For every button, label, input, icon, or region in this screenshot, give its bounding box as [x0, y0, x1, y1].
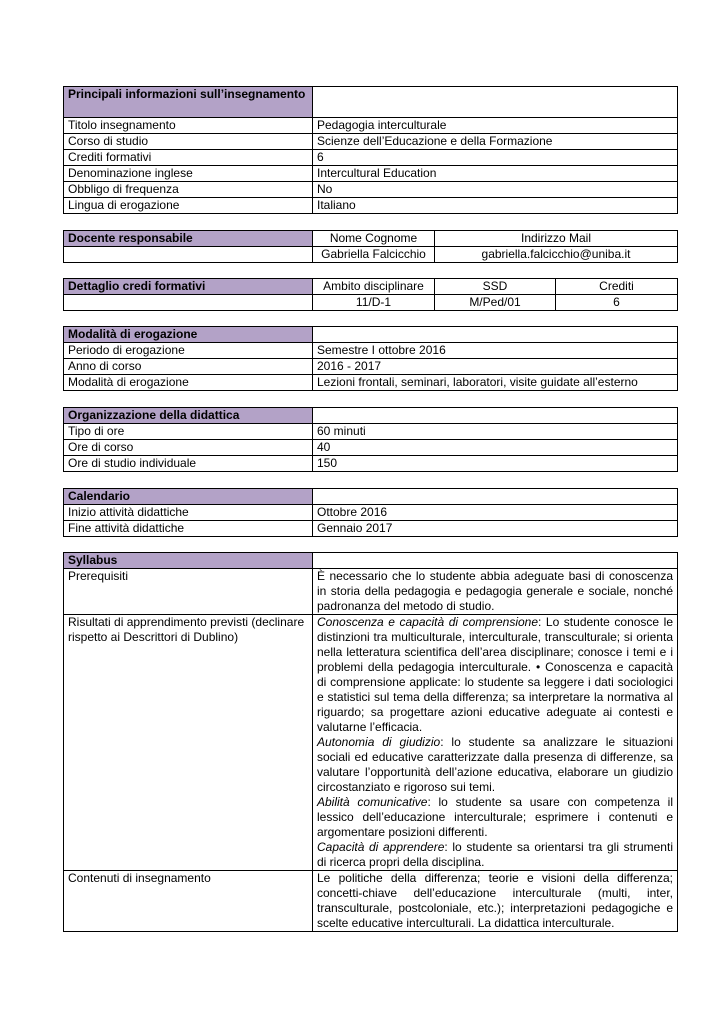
row-label: Fine attività didattiche	[64, 521, 313, 537]
row-label: Titolo insegnamento	[64, 118, 313, 134]
table-row	[64, 150, 678, 166]
judgement-title: Autonomia di giudizio	[317, 735, 441, 749]
table-row	[64, 118, 678, 134]
teacher-name: Gabriella Falcicchio	[313, 247, 435, 263]
table-row	[64, 182, 678, 198]
row-value: Italiano	[313, 198, 678, 214]
row-value: 60 minuti	[313, 424, 678, 440]
table-row	[64, 375, 678, 391]
learning-skills-title: Capacità di apprendere	[317, 840, 445, 854]
ssd-value: M/Ped/01	[435, 295, 556, 311]
table-row	[64, 166, 678, 182]
table-row	[64, 521, 678, 537]
teacher-table	[63, 230, 678, 263]
communication-text: : lo studente sa usare con competenza il lessico dell’educazione interculturale; esprimere i contenuti e argomentare posizioni differenti.	[317, 795, 673, 839]
learning-skills-text: : lo studente sa orientarsi tra gli strumenti di ricerca propri della disciplina.	[317, 840, 673, 869]
row-label: Inizio attività didattiche	[64, 505, 313, 521]
table-row	[64, 569, 678, 615]
row-label: Ore di studio individuale	[64, 456, 313, 472]
contents-label: Contenuti di insegnamento	[64, 871, 313, 932]
general-info-table	[63, 86, 678, 214]
table-row	[64, 615, 678, 871]
teacher-email: gabriella.falcicchio@uniba.it	[435, 247, 678, 263]
row-label: Lingua di erogazione	[64, 198, 313, 214]
contents-value: Le politiche della differenza; teorie e visioni della differenza; concetti-chiave dell’educazione interculturale (multi, inter, transculturale, postcoloniale, etc.); interpretazioni pedagogiche e scelte educative interculturali. La didattica interculturale.	[313, 871, 678, 932]
general-info-header: Principali informazioni sull’insegnamento	[64, 87, 313, 118]
row-value: Semestre I ottobre 2016	[313, 343, 678, 359]
row-value: Gennaio 2017	[313, 521, 678, 537]
table-row	[64, 871, 678, 932]
syllabus-table	[63, 552, 678, 932]
table-row	[64, 456, 678, 472]
row-value: Intercultural Education	[313, 166, 678, 182]
row-value: Pedagogia interculturale	[313, 118, 678, 134]
table-row	[64, 198, 678, 214]
row-label: Tipo di ore	[64, 424, 313, 440]
row-value: Lezioni frontali, seminari, laboratori, visite guidate all’esterno	[313, 375, 678, 391]
communication-title: Abilità comunicative	[317, 795, 428, 809]
crediti-value: 6	[556, 295, 678, 311]
credits-header: Dettaglio credi formativi	[64, 279, 313, 295]
organization-table	[63, 407, 678, 472]
learning-outcomes-label: Risultati di apprendimento previsti (declinare rispetto ai Descrittori di Dublino)	[64, 615, 313, 871]
table-row	[64, 343, 678, 359]
delivery-table	[63, 326, 678, 391]
prerequisites-label: Prerequisiti	[64, 569, 313, 615]
row-label: Anno di corso	[64, 359, 313, 375]
calendar-header: Calendario	[64, 489, 313, 505]
table-row	[64, 505, 678, 521]
col-crediti-header: Crediti	[556, 279, 678, 295]
ambito-value: 11/D-1	[313, 295, 435, 311]
row-value: Scienze dell’Educazione e della Formazione	[313, 134, 678, 150]
knowledge-text: : Lo studente conosce le distinzioni tra multiculturale, interculturale, transculturale; si orienta nella letteratura scientifica dell’area disciplinare; conosce i temi e i problemi della pedagogia interculturale. • Conoscenza e capacità di comprensione applicate: lo studente sa leggere i dati sociologici e statistici sul tema della differenza; sa interpretare la normativa al riguardo; sa progettare azioni educative adeguate ai contesti e valutarne l’efficacia.	[317, 615, 673, 734]
row-value: 150	[313, 456, 678, 472]
row-label: Corso di studio	[64, 134, 313, 150]
table-row	[64, 134, 678, 150]
row-value: 40	[313, 440, 678, 456]
col-ambito-header: Ambito disciplinare	[313, 279, 435, 295]
table-row	[64, 440, 678, 456]
row-value: No	[313, 182, 678, 198]
row-label: Obbligo di frequenza	[64, 182, 313, 198]
calendar-table	[63, 488, 678, 537]
row-value: Ottobre 2016	[313, 505, 678, 521]
row-label: Modalità di erogazione	[64, 375, 313, 391]
col-ssd-header: SSD	[435, 279, 556, 295]
judgement-text: : lo studente sa analizzare le situazioni sociali ed educative caratterizzate dalla presenza di differenze, sa valutare l’opportunità dell’azione educativa, elaborare un giudizio circostanziato e rigoroso sui temi.	[317, 735, 673, 794]
prerequisites-value: È necessario che lo studente abbia adeguate basi di conoscenza in storia della pedagogia e pedagogia generale e sociale, nonché padronanza del metodo di studio.	[313, 569, 678, 615]
teacher-header: Docente responsabile	[64, 231, 313, 247]
row-label: Periodo di erogazione	[64, 343, 313, 359]
knowledge-title: Conoscenza e capacità di comprensione	[317, 615, 539, 629]
credits-table	[63, 278, 678, 311]
row-label: Crediti formativi	[64, 150, 313, 166]
syllabus-header: Syllabus	[64, 553, 313, 569]
table-row	[64, 424, 678, 440]
delivery-header: Modalità di erogazione	[64, 327, 313, 343]
row-value: 2016 - 2017	[313, 359, 678, 375]
row-label: Denominazione inglese	[64, 166, 313, 182]
row-label: Ore di corso	[64, 440, 313, 456]
col-mail-header: Indirizzo Mail	[435, 231, 678, 247]
organization-header: Organizzazione della didattica	[64, 408, 313, 424]
learning-outcomes-value	[313, 615, 678, 871]
table-row	[64, 359, 678, 375]
row-value: 6	[313, 150, 678, 166]
col-name-header: Nome Cognome	[313, 231, 435, 247]
